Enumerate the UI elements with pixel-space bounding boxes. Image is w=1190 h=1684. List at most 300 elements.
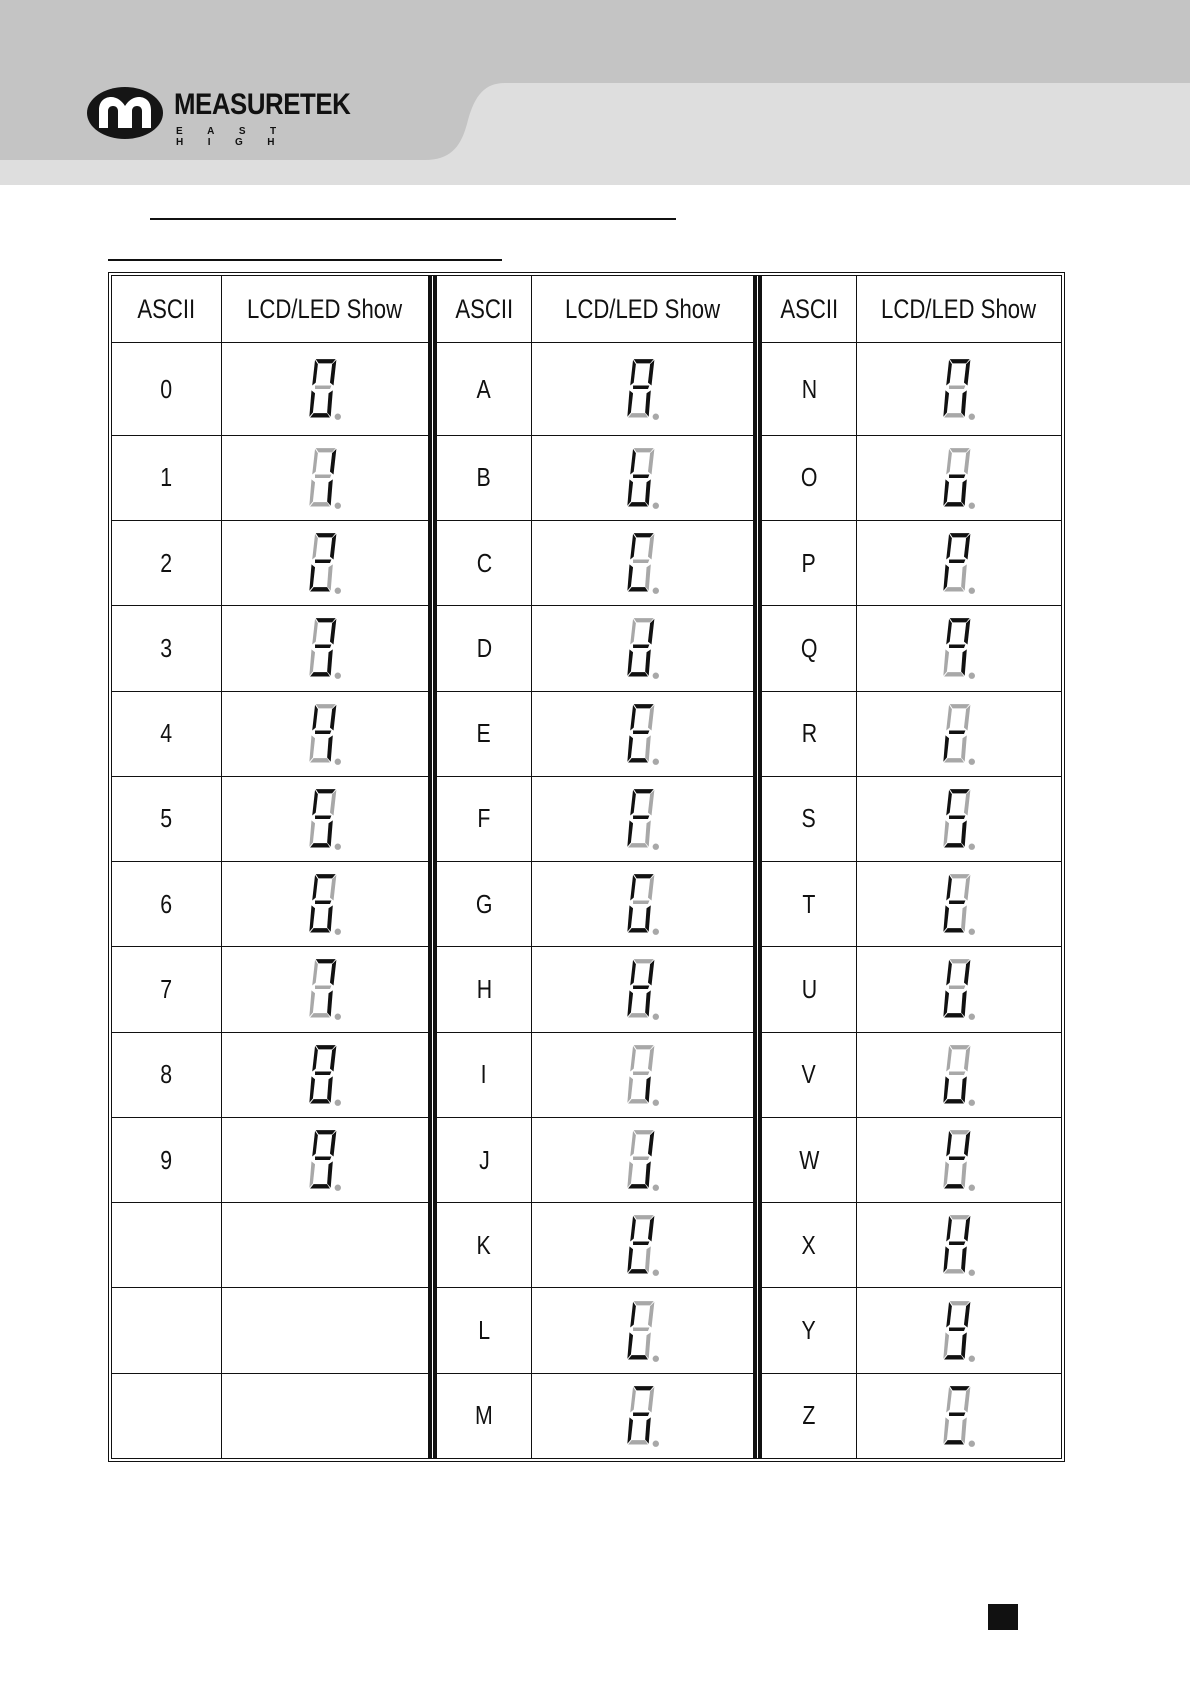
group-separator [428, 276, 437, 1458]
segment-a [950, 533, 970, 537]
segment-a [950, 1301, 970, 1305]
segment-e [627, 1076, 633, 1102]
seven-segment-glyph [935, 531, 983, 595]
decimal-point [969, 929, 975, 935]
table-row [762, 946, 1061, 1031]
segment-d [628, 1099, 648, 1103]
segment-b [330, 704, 336, 730]
segment-g [315, 986, 331, 990]
segment-c [327, 479, 333, 505]
decimal-point [969, 1270, 975, 1276]
segment-f [946, 360, 952, 386]
segment-b [330, 360, 336, 386]
ascii-cell [112, 1288, 222, 1372]
segment-d [628, 502, 648, 506]
segment-f [946, 790, 952, 816]
ascii-cell [437, 862, 532, 946]
segment-d [944, 758, 964, 762]
segment-f [312, 704, 318, 730]
segment-a [316, 874, 336, 878]
decimal-point [969, 1099, 975, 1105]
ascii-char: J [478, 1144, 490, 1175]
ascii-cell [762, 947, 857, 1031]
display-cell [532, 1374, 753, 1458]
ascii-cell [112, 1203, 222, 1287]
segment-f [946, 704, 952, 730]
ascii-char: 8 [160, 1059, 173, 1090]
segment-d [628, 587, 648, 591]
table-row [437, 520, 753, 605]
seven-segment-glyph [935, 1043, 983, 1107]
ascii-char: E [476, 718, 492, 749]
segment-g [949, 645, 965, 649]
ascii-cell [762, 436, 857, 520]
decimal-point [335, 414, 341, 420]
table-row [112, 605, 428, 690]
segment-d [944, 413, 964, 417]
seven-segment-glyph [619, 1213, 667, 1277]
ascii-cell [437, 343, 532, 434]
segment-d [628, 1440, 648, 1444]
table-row [762, 1287, 1061, 1372]
segment-b [330, 1131, 336, 1157]
ascii-char: M [475, 1400, 493, 1431]
segment-b [964, 360, 970, 386]
segment-c [645, 1247, 651, 1273]
table-row [112, 1117, 428, 1202]
segment-b [964, 1046, 970, 1072]
header-cell-ascii [762, 276, 857, 342]
segment-g [949, 1156, 965, 1160]
seven-segment-glyph [619, 1043, 667, 1107]
decimal-point [652, 1270, 658, 1276]
segment-c [327, 735, 333, 761]
seven-segment-glyph [301, 872, 349, 936]
seven-segment-glyph [935, 616, 983, 680]
ascii-char: X [801, 1229, 817, 1260]
segment-a [633, 1215, 653, 1219]
segment-b [647, 1131, 653, 1157]
decimal-point [969, 1014, 975, 1020]
display-cell [532, 436, 753, 520]
segment-g [949, 815, 965, 819]
segment-c [645, 1076, 651, 1102]
ascii-cell [112, 521, 222, 605]
decimal-point [969, 758, 975, 764]
ascii-char: P [801, 547, 817, 578]
display-cell [222, 862, 428, 946]
ascii-cell [437, 947, 532, 1031]
segment-d [310, 928, 330, 932]
segment-g [949, 560, 965, 564]
segment-g [633, 645, 649, 649]
display-cell [532, 862, 753, 946]
segment-d [310, 413, 330, 417]
segment-c [961, 991, 967, 1017]
table-group-n-z [762, 276, 1061, 1458]
decimal-point [335, 1185, 341, 1191]
ascii-cell [762, 1203, 857, 1287]
segment-g [949, 385, 965, 389]
header-cell-show [532, 276, 753, 342]
table-group-a-m [437, 276, 753, 1458]
table-row [112, 776, 428, 861]
header-cell-ascii [112, 276, 222, 342]
segment-f [630, 1216, 636, 1242]
seven-segment-glyph [619, 1299, 667, 1363]
display-cell [222, 1288, 428, 1372]
segment-a [633, 874, 653, 878]
segment-e [943, 1332, 949, 1358]
seven-segment-glyph [935, 872, 983, 936]
decimal-point [969, 843, 975, 849]
segment-d [310, 1099, 330, 1103]
display-cell [222, 947, 428, 1031]
brand-logo [86, 86, 386, 146]
table-header-row [762, 276, 1061, 342]
segment-c [961, 650, 967, 676]
table-row [112, 861, 428, 946]
segment-e [627, 1417, 633, 1443]
segment-f [312, 790, 318, 816]
ascii-char: 4 [160, 718, 173, 749]
segment-d [944, 1099, 964, 1103]
segment-f [312, 875, 318, 901]
seven-segment-glyph [935, 357, 983, 421]
segment-g [949, 474, 965, 478]
table-row [762, 520, 1061, 605]
segment-c [961, 1161, 967, 1187]
segment-f [946, 960, 952, 986]
segment-d [944, 502, 964, 506]
seven-segment-glyph [935, 446, 983, 510]
segment-b [647, 704, 653, 730]
decimal-point [335, 502, 341, 508]
segment-g [949, 1071, 965, 1075]
display-cell [222, 1203, 428, 1287]
segment-c [961, 479, 967, 505]
table-row [437, 1032, 753, 1117]
decimal-point [652, 758, 658, 764]
segment-d [628, 1014, 648, 1018]
display-cell [857, 436, 1061, 520]
segment-a [633, 960, 653, 964]
segment-c [645, 820, 651, 846]
header-cell-ascii [437, 276, 532, 342]
segment-b [330, 875, 336, 901]
segment-a [316, 1130, 336, 1134]
segment-f [946, 1216, 952, 1242]
table-row [437, 946, 753, 1031]
group-separator [753, 276, 762, 1458]
segment-a [316, 789, 336, 793]
ascii-cell [437, 1118, 532, 1202]
segment-e [943, 650, 949, 676]
segment-a [316, 533, 336, 537]
segment-g [949, 1327, 965, 1331]
seven-segment-glyph [619, 357, 667, 421]
segment-d [628, 843, 648, 847]
segment-b [964, 1301, 970, 1327]
table-row [112, 1202, 428, 1287]
ascii-char: V [801, 1059, 817, 1090]
seven-segment-glyph [619, 957, 667, 1021]
segment-d [310, 758, 330, 762]
seven-segment-glyph [935, 702, 983, 766]
seven-segment-glyph [619, 872, 667, 936]
table-row [437, 691, 753, 776]
segment-g [949, 901, 965, 905]
segment-e [943, 390, 949, 416]
ascii-cell [112, 606, 222, 690]
display-cell [222, 436, 428, 520]
display-cell [532, 1118, 753, 1202]
segment-a [316, 704, 336, 708]
display-cell [222, 1033, 428, 1117]
seven-segment-glyph [301, 787, 349, 851]
segment-e [627, 906, 633, 932]
seven-segment-glyph [935, 1384, 983, 1448]
segment-g [633, 474, 649, 478]
segment-d [628, 1355, 648, 1359]
decimal-point [335, 1014, 341, 1020]
segment-b [647, 1216, 653, 1242]
segment-e [627, 650, 633, 676]
segment-b [964, 1387, 970, 1413]
table-row [762, 605, 1061, 690]
segment-a [633, 618, 653, 622]
table-row [762, 435, 1061, 520]
segment-a [950, 960, 970, 964]
ascii-cell [437, 1033, 532, 1117]
display-cell [222, 1374, 428, 1458]
table-body [111, 275, 1062, 1459]
segment-a [316, 1045, 336, 1049]
display-cell [222, 343, 428, 434]
segment-g [315, 1156, 331, 1160]
segment-a [633, 1386, 653, 1390]
segment-b [964, 449, 970, 475]
display-cell [532, 947, 753, 1031]
segment-g [633, 385, 649, 389]
table-row [437, 435, 753, 520]
segment-c [327, 820, 333, 846]
segment-g [315, 560, 331, 564]
segment-d [310, 1184, 330, 1188]
segment-a [633, 1045, 653, 1049]
segment-e [943, 479, 949, 505]
seven-segment-glyph [301, 446, 349, 510]
table-row [762, 342, 1061, 434]
segment-e [309, 565, 315, 591]
segment-f [312, 534, 318, 560]
segment-g [949, 1412, 965, 1416]
decimal-point [969, 1355, 975, 1361]
segment-g [315, 730, 331, 734]
segment-a [316, 960, 336, 964]
segment-g [315, 474, 331, 478]
table-row [437, 1287, 753, 1372]
ascii-char: G [475, 888, 493, 919]
ascii-char: 5 [160, 803, 173, 834]
segment-c [327, 1161, 333, 1187]
table-row [112, 520, 428, 605]
decimal-point [652, 843, 658, 849]
segment-f [312, 619, 318, 645]
segment-a [950, 874, 970, 878]
ascii-cell [112, 692, 222, 776]
table-row [112, 435, 428, 520]
table-row [762, 776, 1061, 861]
ascii-char: K [476, 1229, 492, 1260]
ascii-char: 1 [160, 462, 173, 493]
segment-d [628, 758, 648, 762]
segment-e [309, 820, 315, 846]
header-show-label: LCD/LED Show [881, 293, 1037, 324]
header-show-label: LCD/LED Show [247, 293, 403, 324]
segment-f [946, 1301, 952, 1327]
segment-b [964, 1216, 970, 1242]
segment-c [961, 735, 967, 761]
segment-b [330, 790, 336, 816]
table-row [762, 1117, 1061, 1202]
segment-c [645, 1417, 651, 1443]
segment-a [950, 448, 970, 452]
ascii-cell [112, 1118, 222, 1202]
decimal-point [969, 1440, 975, 1446]
segment-f [946, 1046, 952, 1072]
segment-c [961, 906, 967, 932]
seven-segment-glyph [301, 531, 349, 595]
segment-c [645, 991, 651, 1017]
ascii-char: A [476, 373, 492, 404]
segment-a [950, 789, 970, 793]
seven-segment-glyph [619, 616, 667, 680]
segment-f [946, 1131, 952, 1157]
segment-g [315, 815, 331, 819]
segment-c [645, 1161, 651, 1187]
ascii-char: D [476, 632, 492, 663]
ascii-cell [762, 606, 857, 690]
table-row [437, 605, 753, 690]
segment-d [628, 413, 648, 417]
segment-b [647, 619, 653, 645]
segment-b [330, 619, 336, 645]
seven-segment-glyph [619, 1128, 667, 1192]
ascii-char: 6 [160, 888, 173, 919]
subtitle-rule [108, 259, 502, 261]
segment-d [944, 843, 964, 847]
ascii-char: Q [800, 632, 818, 663]
segment-e [943, 1161, 949, 1187]
header-cell-show [222, 276, 428, 342]
table-row [437, 342, 753, 434]
display-cell [857, 521, 1061, 605]
segment-d [628, 1270, 648, 1274]
segment-d [310, 1014, 330, 1018]
decimal-point [652, 929, 658, 935]
segment-f [630, 449, 636, 475]
segment-d [944, 928, 964, 932]
display-cell [857, 1203, 1061, 1287]
display-cell [222, 1118, 428, 1202]
ascii-char: 7 [160, 973, 173, 1004]
segment-c [645, 479, 651, 505]
segment-a [950, 359, 970, 363]
segment-e [627, 1332, 633, 1358]
display-cell [857, 1033, 1061, 1117]
segment-a [633, 1130, 653, 1134]
segment-a [950, 1215, 970, 1219]
ascii-segment-table [108, 272, 1065, 1462]
segment-b [330, 534, 336, 560]
ascii-cell [112, 777, 222, 861]
segment-f [630, 704, 636, 730]
segment-b [647, 875, 653, 901]
segment-g [633, 560, 649, 564]
header-show-label: LCD/LED Show [564, 293, 721, 324]
segment-d [310, 502, 330, 506]
decimal-point [335, 929, 341, 935]
segment-f [630, 1301, 636, 1327]
segment-d [310, 587, 330, 591]
seven-segment-glyph [301, 1043, 349, 1107]
segment-b [647, 1301, 653, 1327]
segment-g [949, 1242, 965, 1246]
ascii-cell [112, 1374, 222, 1458]
segment-c [961, 565, 967, 591]
decimal-point [335, 673, 341, 679]
segment-f [946, 1387, 952, 1413]
segment-f [630, 960, 636, 986]
seven-segment-glyph [301, 1128, 349, 1192]
header-ascii-label: ASCII [780, 293, 838, 324]
seven-segment-glyph [301, 957, 349, 1021]
decimal-point [652, 1099, 658, 1105]
ascii-cell [112, 947, 222, 1031]
ascii-cell [762, 521, 857, 605]
display-cell [222, 606, 428, 690]
segment-c [327, 565, 333, 591]
display-cell [532, 692, 753, 776]
decimal-point [652, 414, 658, 420]
segment-g [315, 385, 331, 389]
segment-b [330, 449, 336, 475]
ascii-char: H [476, 973, 492, 1004]
segment-b [647, 360, 653, 386]
ascii-cell [437, 606, 532, 690]
decimal-point [652, 673, 658, 679]
ascii-char: I [481, 1059, 487, 1090]
segment-b [964, 875, 970, 901]
segment-f [630, 1387, 636, 1413]
segment-f [312, 360, 318, 386]
segment-c [645, 735, 651, 761]
ascii-cell [112, 1033, 222, 1117]
display-cell [532, 1203, 753, 1287]
table-row [112, 1373, 428, 1458]
segment-c [961, 820, 967, 846]
segment-f [630, 534, 636, 560]
ascii-char: C [476, 547, 492, 578]
segment-d [310, 843, 330, 847]
ascii-cell [762, 1033, 857, 1117]
brand-name: MEASURETEK [174, 88, 351, 121]
ascii-char: T [802, 888, 816, 919]
table-row [437, 1202, 753, 1287]
decimal-point [969, 1185, 975, 1191]
segment-a [950, 618, 970, 622]
